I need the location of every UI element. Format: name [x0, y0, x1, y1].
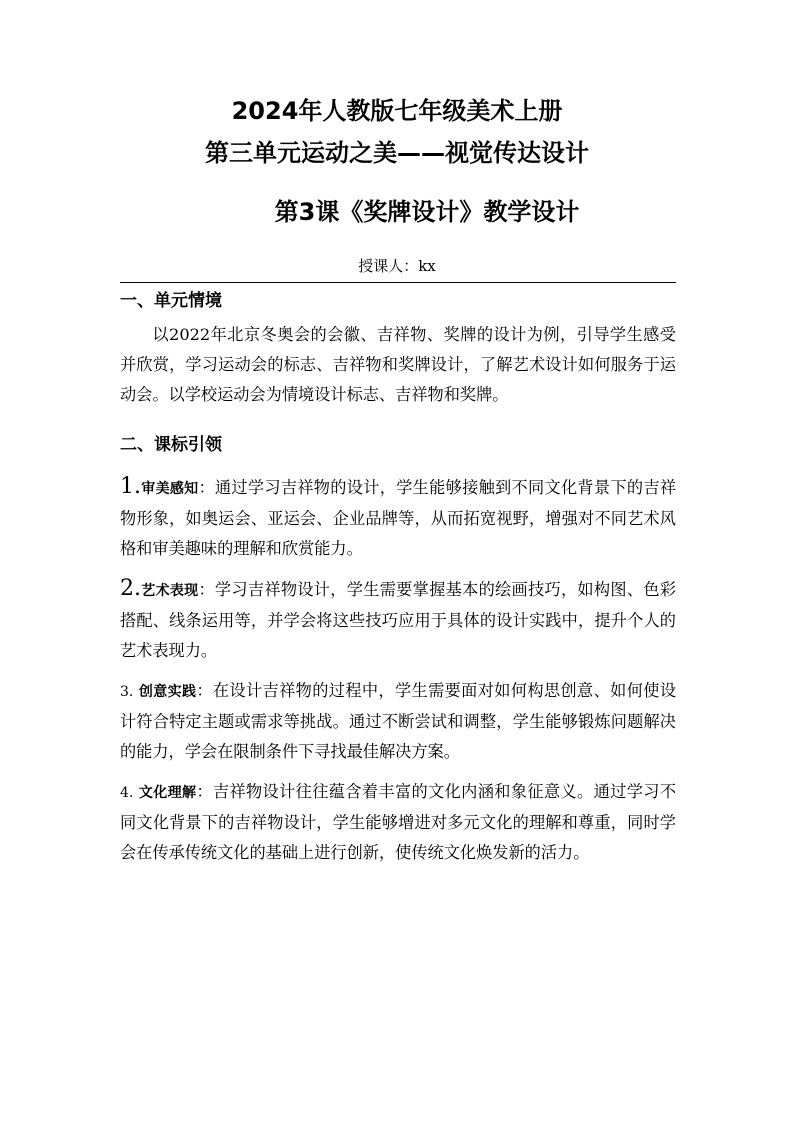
curriculum-item-1	[120, 472, 676, 564]
document-body	[120, 288, 676, 868]
item-text: ：吉祥物设计往往蕴含着丰富的文化内涵和象征意义。通过学习不同文化背景下的吉祥物设计，学生能够增进对多元文化的理解和尊重，同时学会在传承传统文化的基础上进行创新，使传统文化焕发新的活力。	[120, 782, 677, 862]
curriculum-item-3	[120, 676, 676, 767]
curriculum-item-2	[120, 574, 676, 666]
item-number: 3.	[120, 684, 134, 700]
item-number: 2.	[120, 576, 141, 601]
doc-title-line1: 2024年人教版七年级美术上册	[231, 97, 563, 125]
item-number: 4.	[120, 785, 134, 801]
item-text: ：通过学习吉祥物的设计，学生能够接触到不同文化背景下的吉祥物形象，如奥运会、亚运会、企业品牌等，从而拓宽视野，增强对不同艺术风格和审美趣味的理解和欣赏能力。	[120, 478, 677, 558]
item-number: 1.	[120, 474, 141, 499]
header-divider	[120, 282, 676, 283]
item-label: 创意实践	[138, 684, 197, 700]
item-label: 审美感知	[141, 481, 199, 497]
item-label: 文化理解	[138, 785, 197, 801]
section-heading-curriculum: 二、课标引领	[120, 435, 222, 455]
item-text: ：学习吉祥物设计，学生需要掌握基本的绘画技巧，如构图、色彩搭配、线条运用等，并学会将这些技巧应用于具体的设计实践中，提升个人的艺术表现力。	[120, 580, 677, 660]
item-label: 艺术表现	[141, 583, 199, 599]
item-text: ：在设计吉祥物的过程中，学生需要面对如何构思创意、如何使设计符合特定主题或需求等挑战。通过不断尝试和调整，学生能够锻炼问题解决的能力，学会在限制条件下寻找最佳解决方案。	[120, 681, 677, 761]
doc-title-line3: 第3课《奖牌设计》教学设计	[274, 198, 580, 226]
section-heading-unit-context: 一、单元情境	[120, 291, 222, 311]
doc-title-line2: 第三单元运动之美——视觉传达设计	[205, 139, 589, 167]
author-line: 授课人：kx	[358, 257, 436, 275]
curriculum-item-4	[120, 777, 676, 868]
unit-context-paragraph: 以2022年北京冬奥会的会徽、吉祥物、奖牌的设计为例，引导学生感受并欣赏，学习运动会的标志、吉祥物和奖牌设计，了解艺术设计如何服务于运动会。以学校运动会为情境设计标志、吉祥物和奖牌。	[120, 325, 676, 404]
